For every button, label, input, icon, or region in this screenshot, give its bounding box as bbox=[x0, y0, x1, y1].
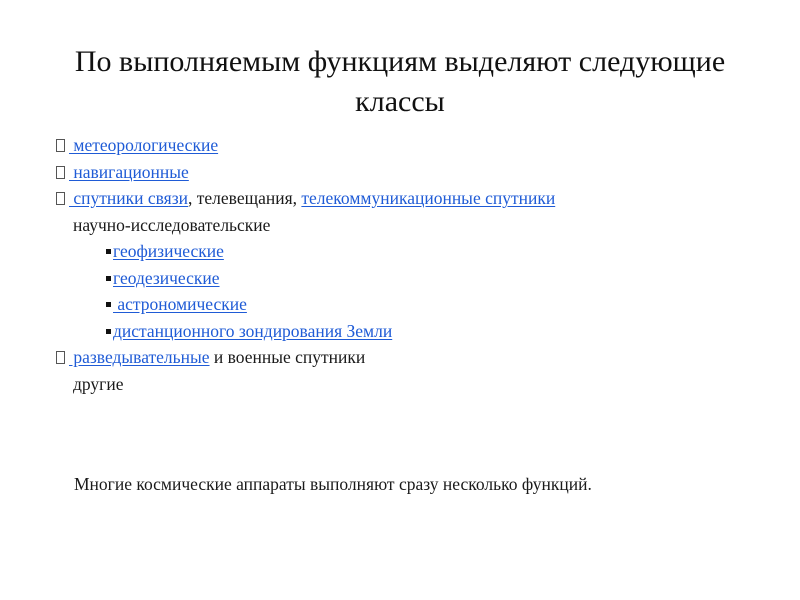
broadcast-text: , телевещания, bbox=[188, 188, 302, 208]
sublist-item-astronomical bbox=[56, 291, 756, 318]
square-bullet-icon bbox=[106, 302, 111, 307]
link-geophysical[interactable]: геофизические bbox=[113, 241, 224, 261]
sublist-item-geophysical bbox=[56, 238, 756, 265]
bullet-box-icon bbox=[56, 166, 65, 179]
list-item-other: другие bbox=[73, 373, 124, 394]
list-item-communication bbox=[56, 185, 756, 212]
link-telecom-satellites[interactable]: телекоммуникационные спутники bbox=[301, 188, 556, 208]
bullet-box-icon bbox=[56, 139, 65, 152]
summary-note: Многие космические аппараты выполняют сразу несколько функций. bbox=[74, 473, 592, 494]
link-reconnaissance[interactable]: разведывательные bbox=[69, 347, 210, 367]
sublist-item-geodesic bbox=[56, 265, 756, 292]
link-geodesic[interactable]: геодезические bbox=[113, 267, 220, 288]
military-text: и военные спутники bbox=[209, 347, 366, 367]
link-meteo[interactable]: метеорологические bbox=[69, 135, 219, 155]
square-bullet-icon bbox=[106, 249, 111, 254]
sublist-item-remote-sensing bbox=[56, 318, 756, 345]
square-bullet-icon bbox=[106, 329, 111, 334]
link-navigation[interactable]: навигационные bbox=[69, 161, 189, 182]
link-remote-sensing[interactable]: дистанционного зондирования Земли bbox=[113, 320, 393, 341]
bullet-box-icon bbox=[56, 192, 65, 205]
list-item-nav bbox=[56, 159, 756, 186]
list-item-research: научно-исследовательские bbox=[73, 214, 271, 235]
list-item-meteo bbox=[56, 132, 756, 159]
link-astronomical[interactable]: астрономические bbox=[113, 294, 247, 314]
list-item-reconnaissance bbox=[56, 344, 756, 371]
link-communication-satellites[interactable]: спутники связи bbox=[69, 188, 189, 208]
bullet-box-icon bbox=[56, 351, 65, 364]
slide-title: По выполняемым функциям выделяют следующие классы bbox=[74, 45, 726, 118]
class-list bbox=[56, 132, 756, 397]
square-bullet-icon bbox=[106, 276, 111, 281]
